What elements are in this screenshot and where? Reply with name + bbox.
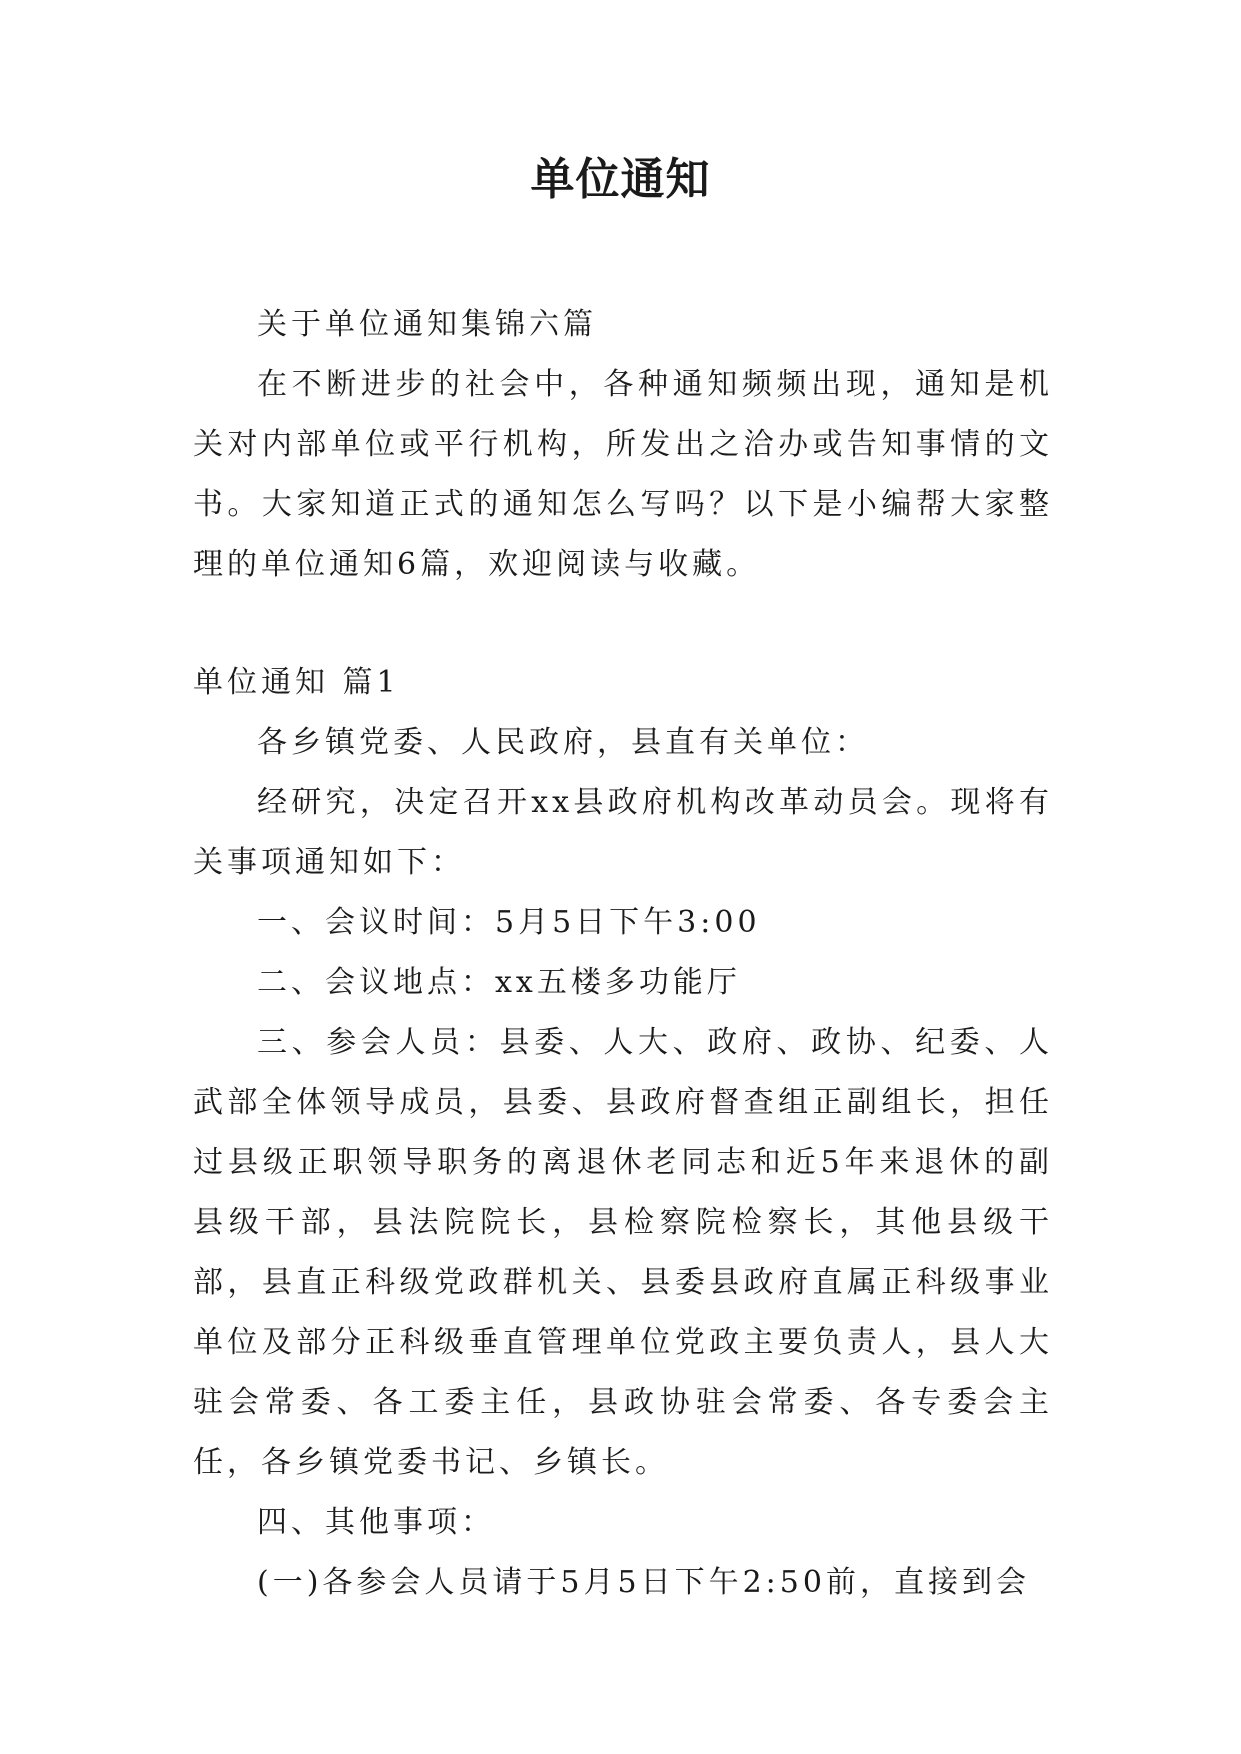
paragraph-meeting-place: 二、会议地点：xx五楼多功能厅 xyxy=(257,965,741,1000)
document-title: 单位通知 xyxy=(530,154,711,205)
paragraph-addressee: 各乡镇党委、人民政府，县直有关单位： xyxy=(257,725,869,760)
paragraph-meeting-time: 一、会议时间：5月5日下午3:00 xyxy=(257,905,761,940)
paragraph-other-matters: 四、其他事项： xyxy=(257,1505,495,1540)
paragraph-arrival: (一)各参会人员请于5月5日下午2:50前，直接到会 xyxy=(257,1565,1030,1600)
section-heading: 单位通知 篇1 xyxy=(193,665,400,700)
document-body xyxy=(193,295,1053,1613)
paragraph-attendees: 三、参会人员：县委、人大、政府、政协、纪委、人武部全体领导成员，县委、县政府督查组正副组长，担任过县级正职领导职务的离退休老同志和近5年来退休的副县级干部，县法院院长，县检察院检察长，其他县级干部，县直正科级党政群机关、县委县政府直属正科级事业单位及部分正科级垂直管理单位党政主要负责人，县人大驻会常委、各工委主任，县政协驻会常委、各专委会主任，各乡镇党委书记、乡镇长。 xyxy=(193,1025,1053,1480)
section-gap xyxy=(193,595,1053,653)
intro-paragraph: 在不断进步的社会中，各种通知频频出现，通知是机关对内部单位或平行机构，所发出之洽办或告知事情的文书。大家知道正式的通知怎么写吗？以下是小编帮大家整理的单位通知6篇，欢迎阅读与收藏。 xyxy=(193,367,1053,582)
paragraph-purpose: 经研究，决定召开xx县政府机构改革动员会。现将有关事项通知如下： xyxy=(193,785,1053,880)
intro-heading: 关于单位通知集锦六篇 xyxy=(257,307,597,342)
